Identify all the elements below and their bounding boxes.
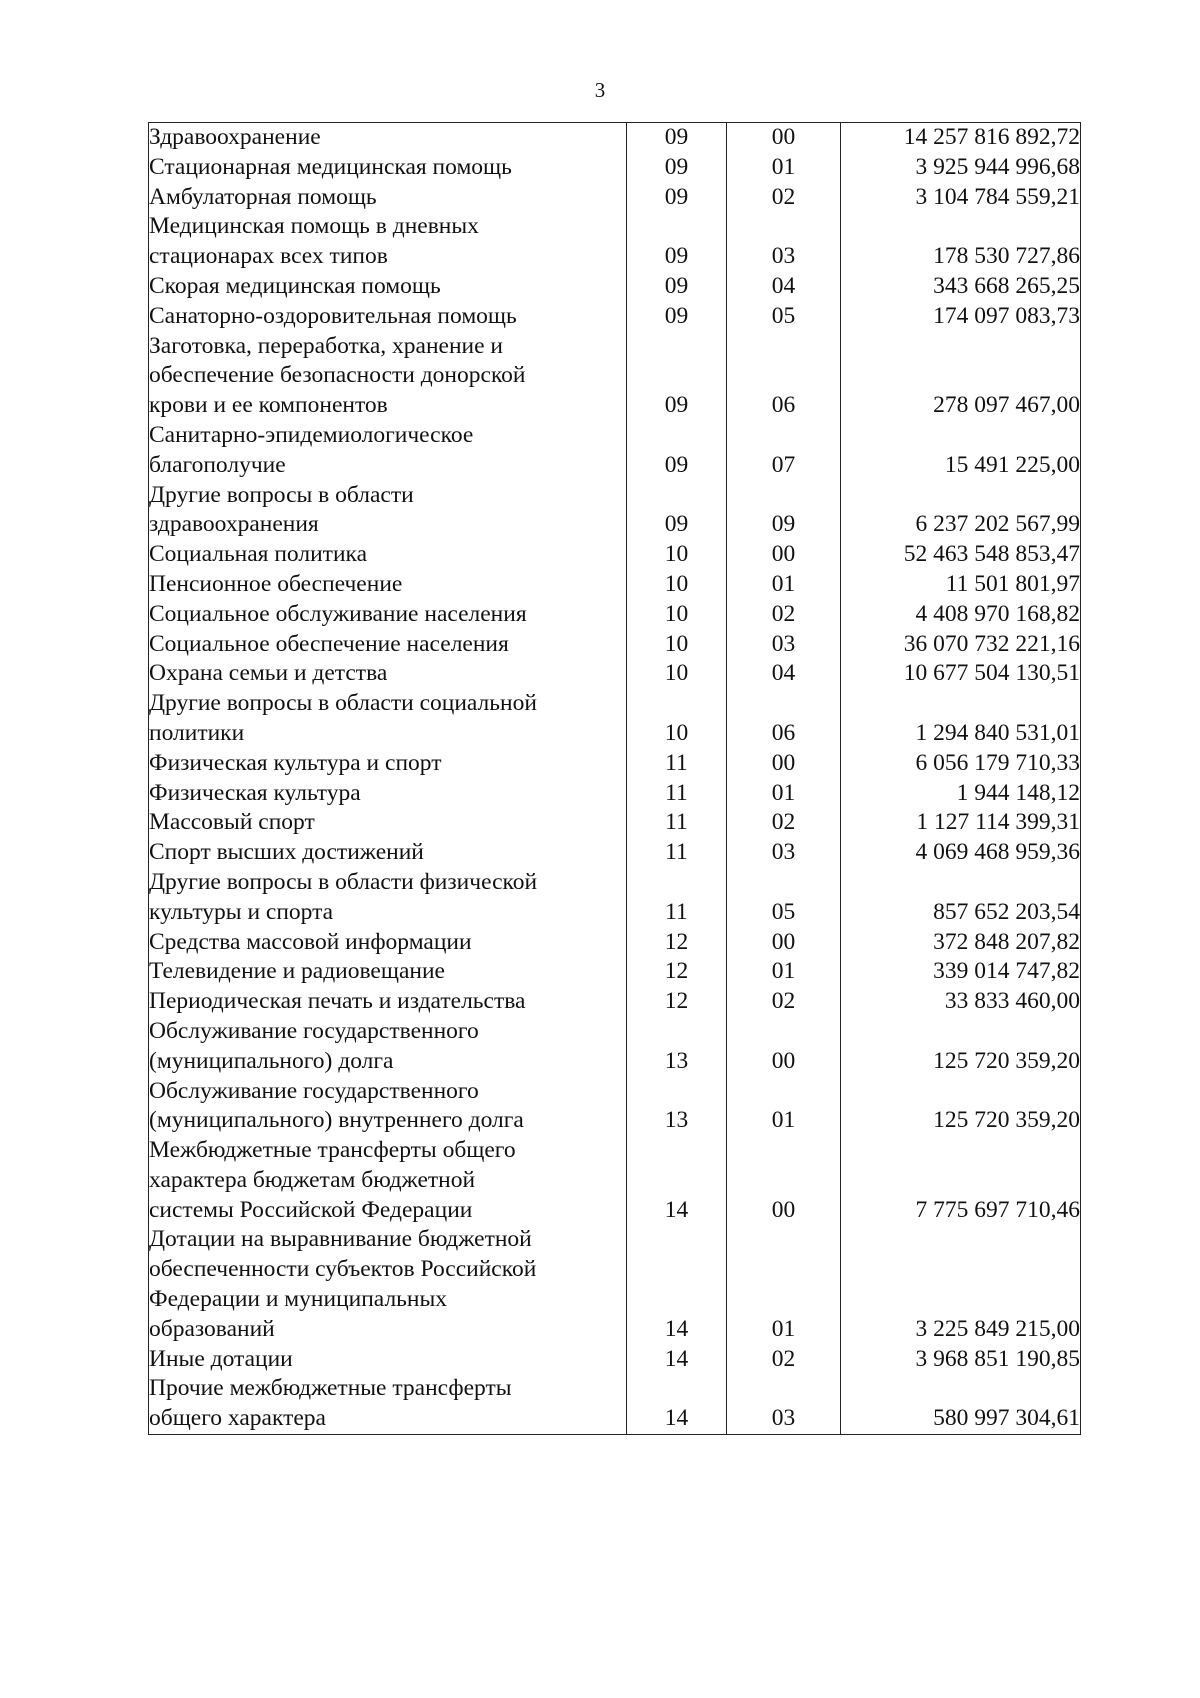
- budget-table-body: [149, 123, 1081, 1435]
- row-amount-cell: 580 997 304,61: [841, 1374, 1081, 1434]
- row-name-cell: Охрана семьи и детства: [149, 659, 627, 689]
- row-section-code-cell: 12: [627, 957, 727, 987]
- row-subsection-code-cell: 02: [727, 987, 841, 1017]
- row-name-cell: Физическая культура: [149, 779, 627, 809]
- row-name-cell: Здравоохранение: [149, 123, 627, 153]
- row-amount-cell: 33 833 460,00: [841, 987, 1081, 1017]
- row-amount-cell: 178 530 727,86: [841, 212, 1081, 272]
- row-subsection-code-cell: 03: [727, 212, 841, 272]
- row-section-code-cell: 09: [627, 421, 727, 481]
- table-row: [149, 1136, 1081, 1225]
- row-name-cell: Другие вопросы в области физической культуры и спорта: [149, 868, 627, 928]
- row-subsection-code-cell: 06: [727, 689, 841, 749]
- table-row: [149, 630, 1081, 660]
- table-row: [149, 868, 1081, 928]
- row-amount-cell: 15 491 225,00: [841, 421, 1081, 481]
- row-subsection-code-cell: 07: [727, 421, 841, 481]
- row-section-code-cell: 10: [627, 600, 727, 630]
- row-name-cell: Стационарная медицинская помощь: [149, 153, 627, 183]
- row-name-cell: Санитарно-эпидемиологическое благополучие: [149, 421, 627, 481]
- table-row: [149, 272, 1081, 302]
- row-section-code-cell: 09: [627, 183, 727, 213]
- table-row: [149, 1077, 1081, 1137]
- row-name-cell: Средства массовой информации: [149, 928, 627, 958]
- row-section-code-cell: 10: [627, 630, 727, 660]
- row-section-code-cell: 09: [627, 332, 727, 421]
- table-row: [149, 183, 1081, 213]
- row-name-cell: Прочие межбюджетные трансферты общего характера: [149, 1374, 627, 1434]
- row-subsection-code-cell: 03: [727, 838, 841, 868]
- table-row: [149, 928, 1081, 958]
- row-section-code-cell: 09: [627, 302, 727, 332]
- row-amount-cell: 3 225 849 215,00: [841, 1225, 1081, 1344]
- table-row: [149, 153, 1081, 183]
- row-section-code-cell: 09: [627, 123, 727, 153]
- table-row: [149, 123, 1081, 153]
- table-row: [149, 332, 1081, 421]
- row-section-code-cell: 14: [627, 1136, 727, 1225]
- row-subsection-code-cell: 01: [727, 1225, 841, 1344]
- row-amount-cell: 339 014 747,82: [841, 957, 1081, 987]
- row-subsection-code-cell: 04: [727, 659, 841, 689]
- row-section-code-cell: 09: [627, 153, 727, 183]
- row-subsection-code-cell: 00: [727, 1017, 841, 1077]
- table-row: [149, 212, 1081, 272]
- row-name-cell: Социальное обеспечение населения: [149, 630, 627, 660]
- row-name-cell: Спорт высших достижений: [149, 838, 627, 868]
- row-amount-cell: 278 097 467,00: [841, 332, 1081, 421]
- row-subsection-code-cell: 00: [727, 928, 841, 958]
- table-row: [149, 689, 1081, 749]
- table-row: [149, 1374, 1081, 1434]
- row-amount-cell: 10 677 504 130,51: [841, 659, 1081, 689]
- table-row: [149, 421, 1081, 481]
- row-subsection-code-cell: 01: [727, 957, 841, 987]
- row-amount-cell: 857 652 203,54: [841, 868, 1081, 928]
- row-name-cell: Дотации на выравнивание бюджетной обеспеченности субъектов Российской Федерации и муниципальных образований: [149, 1225, 627, 1344]
- row-subsection-code-cell: 01: [727, 779, 841, 809]
- row-section-code-cell: 09: [627, 481, 727, 541]
- row-subsection-code-cell: 01: [727, 1077, 841, 1137]
- row-section-code-cell: 12: [627, 928, 727, 958]
- table-row: [149, 659, 1081, 689]
- row-section-code-cell: 13: [627, 1077, 727, 1137]
- row-amount-cell: 372 848 207,82: [841, 928, 1081, 958]
- table-row: [149, 540, 1081, 570]
- row-subsection-code-cell: 01: [727, 570, 841, 600]
- row-amount-cell: 6 056 179 710,33: [841, 749, 1081, 779]
- table-row: [149, 987, 1081, 1017]
- row-section-code-cell: 13: [627, 1017, 727, 1077]
- row-section-code-cell: 14: [627, 1345, 727, 1375]
- row-amount-cell: 36 070 732 221,16: [841, 630, 1081, 660]
- row-amount-cell: 1 944 148,12: [841, 779, 1081, 809]
- row-subsection-code-cell: 02: [727, 600, 841, 630]
- row-name-cell: Телевидение и радиовещание: [149, 957, 627, 987]
- row-section-code-cell: 11: [627, 779, 727, 809]
- row-subsection-code-cell: 05: [727, 302, 841, 332]
- row-section-code-cell: 09: [627, 212, 727, 272]
- row-name-cell: Другие вопросы в области здравоохранения: [149, 481, 627, 541]
- row-name-cell: Скорая медицинская помощь: [149, 272, 627, 302]
- row-subsection-code-cell: 00: [727, 540, 841, 570]
- row-subsection-code-cell: 03: [727, 630, 841, 660]
- row-amount-cell: 1 127 114 399,31: [841, 808, 1081, 838]
- row-name-cell: Другие вопросы в области социальной политики: [149, 689, 627, 749]
- row-amount-cell: 1 294 840 531,01: [841, 689, 1081, 749]
- row-name-cell: Массовый спорт: [149, 808, 627, 838]
- row-subsection-code-cell: 01: [727, 153, 841, 183]
- row-section-code-cell: 11: [627, 868, 727, 928]
- row-amount-cell: 7 775 697 710,46: [841, 1136, 1081, 1225]
- table-row: [149, 600, 1081, 630]
- row-amount-cell: 125 720 359,20: [841, 1077, 1081, 1137]
- row-subsection-code-cell: 02: [727, 1345, 841, 1375]
- row-section-code-cell: 11: [627, 838, 727, 868]
- row-subsection-code-cell: 02: [727, 183, 841, 213]
- row-amount-cell: 174 097 083,73: [841, 302, 1081, 332]
- row-amount-cell: 343 668 265,25: [841, 272, 1081, 302]
- row-name-cell: Амбулаторная помощь: [149, 183, 627, 213]
- row-amount-cell: 6 237 202 567,99: [841, 481, 1081, 541]
- table-row: [149, 779, 1081, 809]
- row-name-cell: Обслуживание государственного (муниципального) долга: [149, 1017, 627, 1077]
- row-name-cell: Иные дотации: [149, 1345, 627, 1375]
- row-subsection-code-cell: 00: [727, 123, 841, 153]
- row-section-code-cell: 10: [627, 689, 727, 749]
- table-row: [149, 481, 1081, 541]
- row-amount-cell: 125 720 359,20: [841, 1017, 1081, 1077]
- budget-table: [148, 122, 1081, 1435]
- table-row: [149, 1017, 1081, 1077]
- row-subsection-code-cell: 03: [727, 1374, 841, 1434]
- budget-table-container: [148, 122, 1080, 1435]
- row-name-cell: Физическая культура и спорт: [149, 749, 627, 779]
- row-name-cell: Заготовка, переработка, хранение и обеспечение безопасности донорской крови и ее компонентов: [149, 332, 627, 421]
- row-amount-cell: 3 925 944 996,68: [841, 153, 1081, 183]
- row-subsection-code-cell: 04: [727, 272, 841, 302]
- table-row: [149, 749, 1081, 779]
- table-row: [149, 838, 1081, 868]
- row-section-code-cell: 10: [627, 659, 727, 689]
- row-section-code-cell: 09: [627, 272, 727, 302]
- row-section-code-cell: 11: [627, 749, 727, 779]
- table-row: [149, 808, 1081, 838]
- table-row: [149, 1345, 1081, 1375]
- row-subsection-code-cell: 05: [727, 868, 841, 928]
- row-amount-cell: 52 463 548 853,47: [841, 540, 1081, 570]
- row-amount-cell: 3 104 784 559,21: [841, 183, 1081, 213]
- row-amount-cell: 3 968 851 190,85: [841, 1345, 1081, 1375]
- row-section-code-cell: 10: [627, 540, 727, 570]
- row-name-cell: Периодическая печать и издательства: [149, 987, 627, 1017]
- row-amount-cell: 14 257 816 892,72: [841, 123, 1081, 153]
- row-section-code-cell: 10: [627, 570, 727, 600]
- row-subsection-code-cell: 00: [727, 749, 841, 779]
- row-amount-cell: 4 069 468 959,36: [841, 838, 1081, 868]
- row-name-cell: Социальная политика: [149, 540, 627, 570]
- table-row: [149, 570, 1081, 600]
- row-subsection-code-cell: 06: [727, 332, 841, 421]
- row-name-cell: Санаторно-оздоровительная помощь: [149, 302, 627, 332]
- row-amount-cell: 4 408 970 168,82: [841, 600, 1081, 630]
- row-name-cell: Обслуживание государственного (муниципального) внутреннего долга: [149, 1077, 627, 1137]
- table-row: [149, 1225, 1081, 1344]
- row-name-cell: Пенсионное обеспечение: [149, 570, 627, 600]
- page-number: 3: [594, 78, 606, 102]
- row-name-cell: Социальное обслуживание населения: [149, 600, 627, 630]
- row-amount-cell: 11 501 801,97: [841, 570, 1081, 600]
- row-section-code-cell: 14: [627, 1374, 727, 1434]
- row-name-cell: Межбюджетные трансферты общего характера бюджетам бюджетной системы Российской Федерации: [149, 1136, 627, 1225]
- row-name-cell: Медицинская помощь в дневных стационарах всех типов: [149, 212, 627, 272]
- table-row: [149, 302, 1081, 332]
- row-section-code-cell: 12: [627, 987, 727, 1017]
- row-section-code-cell: 11: [627, 808, 727, 838]
- table-row: [149, 957, 1081, 987]
- row-subsection-code-cell: 09: [727, 481, 841, 541]
- row-subsection-code-cell: 00: [727, 1136, 841, 1225]
- row-subsection-code-cell: 02: [727, 808, 841, 838]
- row-section-code-cell: 14: [627, 1225, 727, 1344]
